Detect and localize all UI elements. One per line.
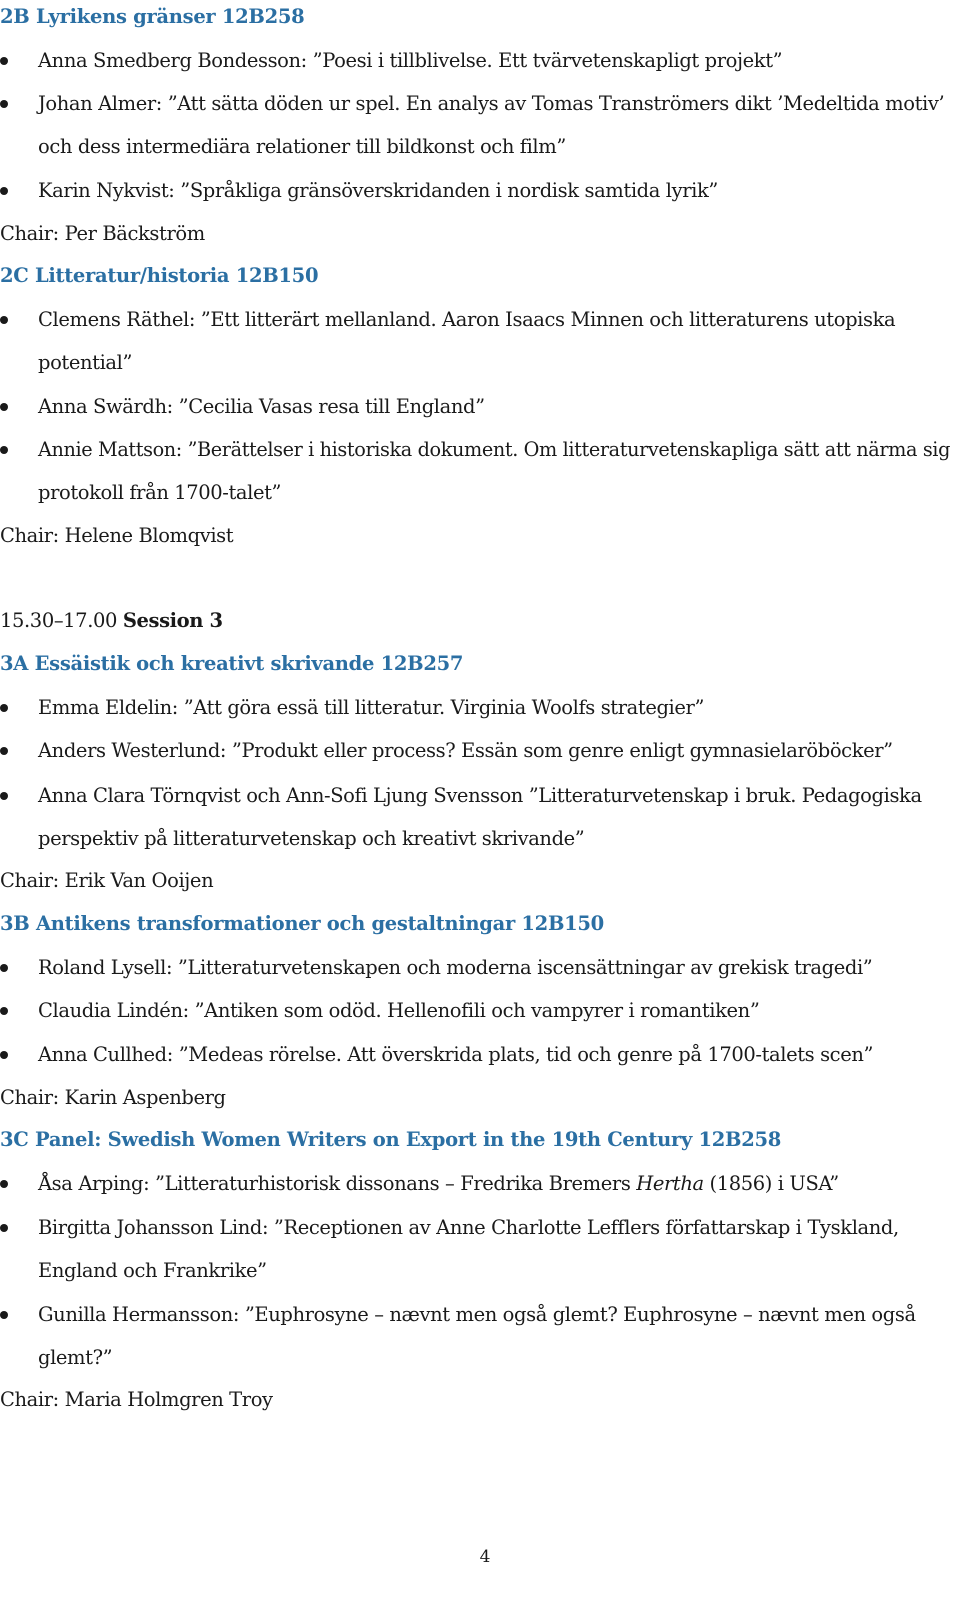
talk-entry-continued: potential” <box>38 351 133 374</box>
bullet-icon <box>0 1180 8 1188</box>
section-heading-3b: 3B Antikens transformationer och gestaltningar 12B150 <box>0 912 604 935</box>
chair-line: Chair: Maria Holmgren Troy <box>0 1388 273 1411</box>
talk-entry: Anna Swärdh: ”Cecilia Vasas resa till England” <box>38 395 485 418</box>
talk-entry: Birgitta Johansson Lind: ”Receptionen av Anne Charlotte Lefflers författarskap i Tyskland, <box>38 1216 899 1239</box>
talk-entry: Emma Eldelin: ”Att göra essä till litteratur. Virginia Woolfs strategier” <box>38 696 705 719</box>
talk-entry-text: Åsa Arping: ”Litteraturhistorisk dissonans – Fredrika Bremers <box>38 1172 637 1195</box>
bullet-icon <box>0 964 8 972</box>
talk-entry: Anna Smedberg Bondesson: ”Poesi i tillblivelse. Ett tvärvetenskapligt projekt” <box>38 49 783 72</box>
chair-line: Chair: Helene Blomqvist <box>0 524 234 547</box>
bullet-icon <box>0 1311 8 1319</box>
chair-line: Chair: Per Bäckström <box>0 222 205 245</box>
page-number: 4 <box>479 1547 491 1567</box>
bullet-icon <box>0 1007 8 1015</box>
bullet-icon <box>0 1224 8 1232</box>
session-header <box>0 609 223 633</box>
talk-entry-continued: protokoll från 1700-talet” <box>38 481 282 504</box>
talk-entry <box>38 1172 839 1196</box>
chair-line: Chair: Erik Van Ooijen <box>0 869 214 892</box>
talk-entry-continued: glemt?” <box>38 1346 113 1369</box>
bullet-icon <box>0 1051 8 1059</box>
talk-entry: Anna Clara Törnqvist och Ann-Sofi Ljung Svensson ”Litteraturvetenskap i bruk. Pedagogiska <box>38 784 922 807</box>
section-heading-2b: 2B Lyrikens gränser 12B258 <box>0 5 305 28</box>
session-label: Session 3 <box>122 609 223 632</box>
talk-entry-text: (1856) i USA” <box>703 1172 839 1195</box>
talk-entry: Anders Westerlund: ”Produkt eller process? Essän som genre enligt gymnasielaröböcker” <box>38 739 893 762</box>
work-title: Hertha <box>636 1172 704 1195</box>
bullet-icon <box>0 403 8 411</box>
chair-line: Chair: Karin Aspenberg <box>0 1086 226 1109</box>
talk-entry: Gunilla Hermansson: ”Euphrosyne – nævnt men også glemt? Euphrosyne – nævnt men også <box>38 1303 916 1326</box>
section-heading-2c: 2C Litteratur/historia 12B150 <box>0 264 319 287</box>
bullet-icon <box>0 316 8 324</box>
section-heading-3a: 3A Essäistik och kreativt skrivande 12B257 <box>0 652 464 675</box>
talk-entry-continued: och dess intermediära relationer till bildkonst och film” <box>38 135 566 158</box>
bullet-icon <box>0 100 8 108</box>
talk-entry: Clemens Räthel: ”Ett litterärt mellanland. Aaron Isaacs Minnen och litteraturens utopiska <box>38 308 896 331</box>
talk-entry-continued: England och Frankrike” <box>38 1259 267 1282</box>
talk-entry: Annie Mattson: ”Berättelser i historiska dokument. Om litteraturvetenskapliga sätt att närma sig <box>38 438 951 461</box>
session-time: 15.30–17.00 <box>0 609 117 632</box>
talk-entry-continued: perspektiv på litteraturvetenskap och kreativt skrivande” <box>38 827 585 850</box>
bullet-icon <box>0 57 8 65</box>
bullet-icon <box>0 446 8 454</box>
bullet-icon <box>0 792 8 800</box>
bullet-icon <box>0 187 8 195</box>
talk-entry: Johan Almer: ”Att sätta döden ur spel. En analys av Tomas Tranströmers dikt ’Medeltida motiv’ <box>38 92 945 115</box>
talk-entry: Roland Lysell: ”Litteraturvetenskapen och moderna iscensättningar av grekisk tragedi” <box>38 956 873 979</box>
bullet-icon <box>0 704 8 712</box>
section-heading-3c: 3C Panel: Swedish Women Writers on Export in the 19th Century 12B258 <box>0 1128 782 1151</box>
talk-entry: Anna Cullhed: ”Medeas rörelse. Att överskrida plats, tid och genre på 1700-talets scen” <box>38 1043 874 1066</box>
talk-entry: Claudia Lindén: ”Antiken som odöd. Hellenofili och vampyrer i romantiken” <box>38 999 760 1022</box>
talk-entry: Karin Nykvist: ”Språkliga gränsöverskridanden i nordisk samtida lyrik” <box>38 179 718 202</box>
bullet-icon <box>0 747 8 755</box>
